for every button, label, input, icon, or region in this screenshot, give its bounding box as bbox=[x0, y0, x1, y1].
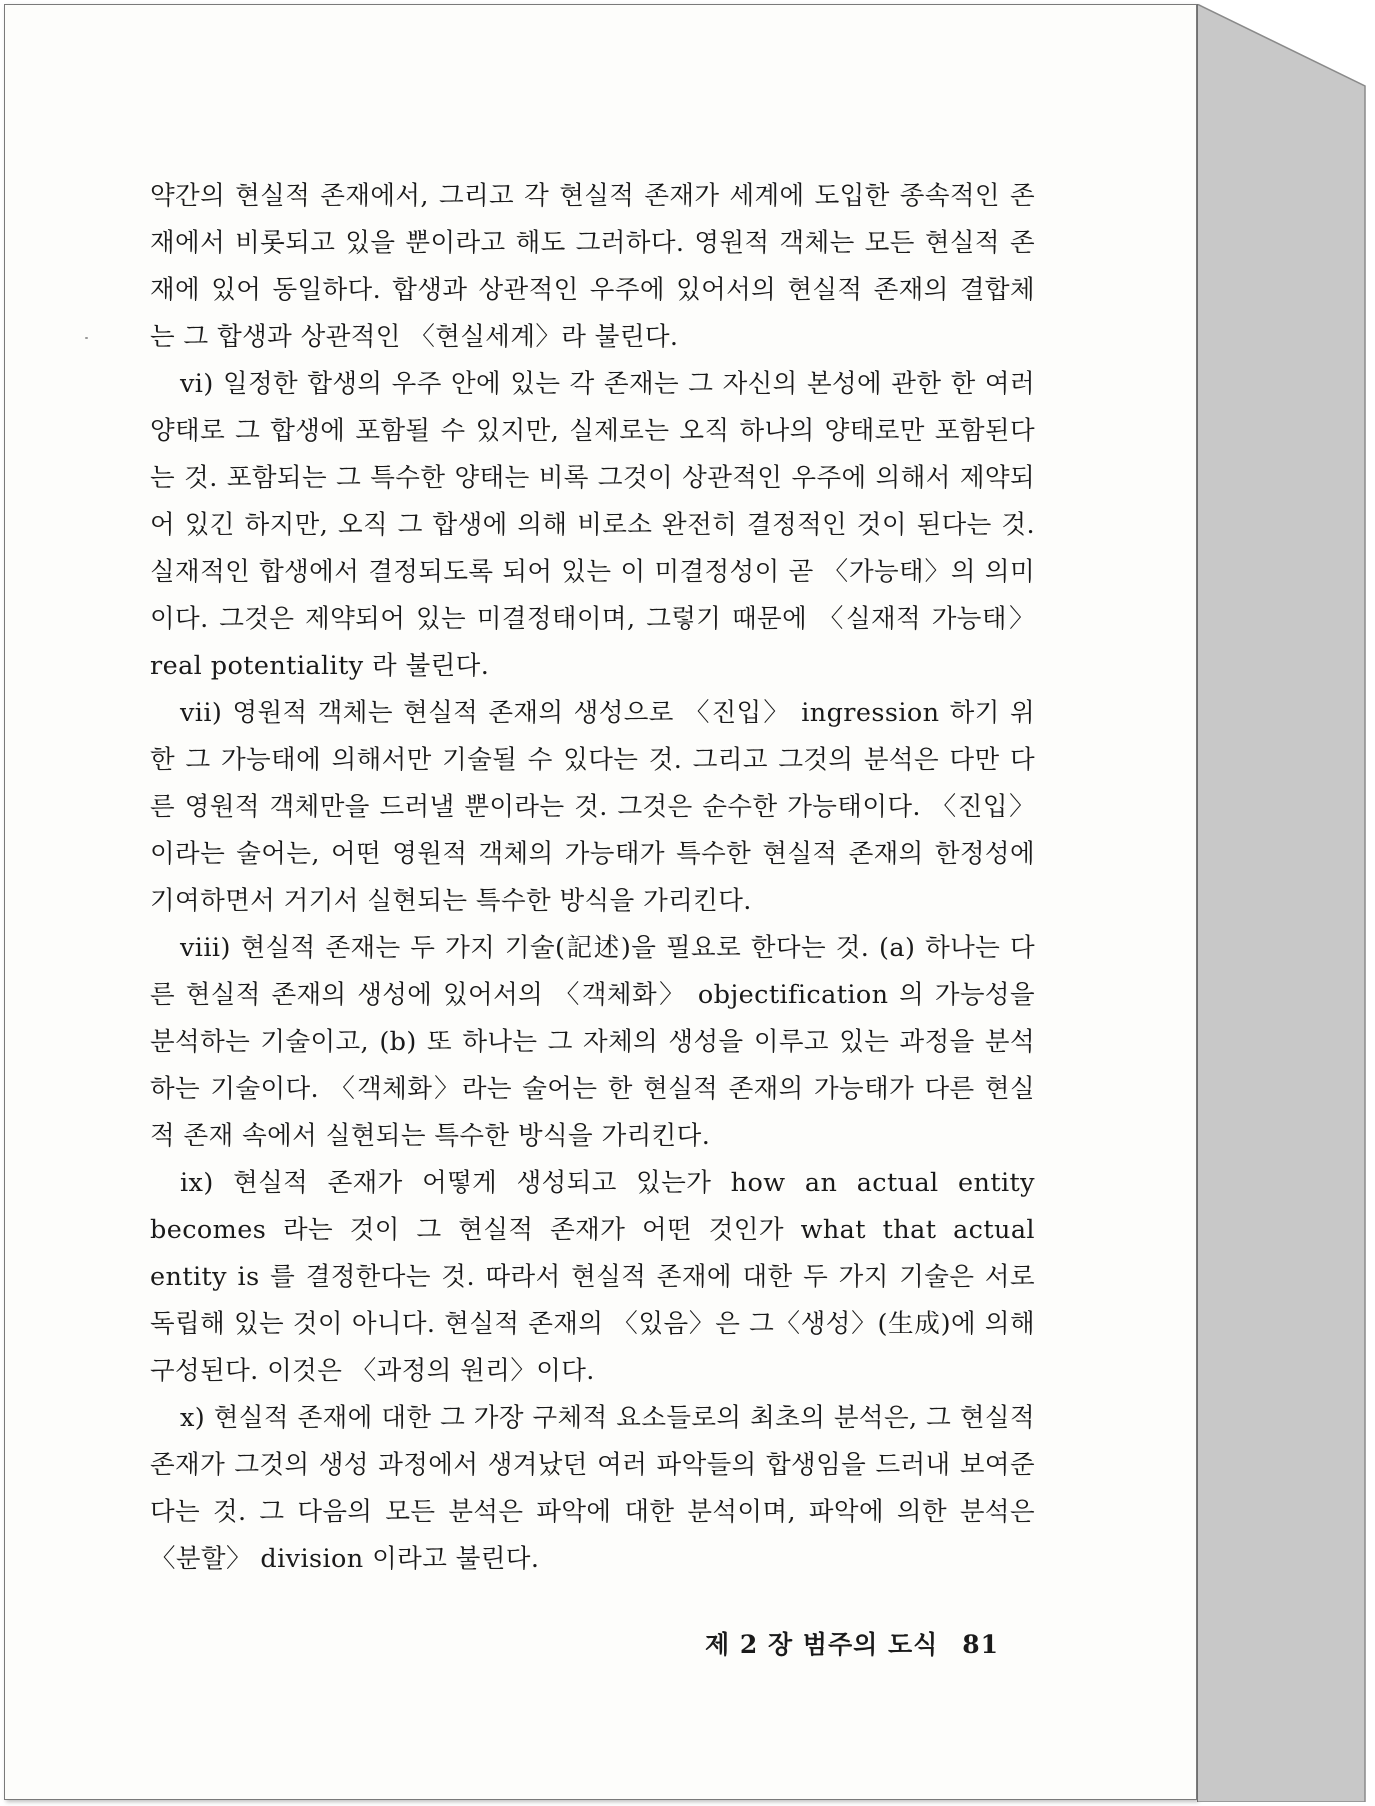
paragraph-vii: vii) 영원적 객체는 현실적 존재의 생성으로 〈진입〉 ingression 하기 위한 그 가능태에 의해서만 기술될 수 있다는 것. 그리고 그것의 분석은 다만 다른 영원적 객체만을 드러낼 뿐이라는 것. 그것은 순수한 가능태이다. 〈진입〉이라는 술어는, 어떤 영원적 객체의 가능태가 특수한 현실적 존재의 한정성에 기여하면서 거기서 실현되는 특수한 방식을 가리킨다. bbox=[150, 698, 1035, 916]
page-number: 81 bbox=[962, 1630, 1000, 1659]
paragraph-viii: viii) 현실적 존재는 두 가지 기술(記述)을 필요로 한다는 것. (a) 하나는 다른 현실적 존재의 생성에 있어서의 〈객체화〉 objectification 의 가능성을 분석하는 기술이고, (b) 또 하나는 그 자체의 생성을 이루고 있는 과정을 분석하는 기술이다. 〈객체화〉라는 술어는 한 현실적 존재의 가능태가 다른 현실적 존재 속에서 실현되는 특수한 방식을 가리킨다. bbox=[150, 933, 1035, 1151]
book-page-edge bbox=[1197, 4, 1369, 1802]
paragraph-vi: vi) 일정한 합생의 우주 안에 있는 각 존재는 그 자신의 본성에 관한 한 여러 양태로 그 합생에 포함될 수 있지만, 실제로는 오직 하나의 양태로만 포함된다는 것. 포함되는 그 특수한 양태는 비록 그것이 상관적인 우주에 의해서 제약되어 있긴 하지만, 오직 그 합생에 의해 비로소 완전히 결정적인 것이 된다는 것. 실재적인 합생에서 결정되도록 되어 있는 이 미결정성이 곧 〈가능태〉의 의미이다. 그것은 제약되어 있는 미결정태이며, 그렇기 때문에 〈실재적 가능태〉 real potentiality 라 불린다. bbox=[150, 369, 1035, 681]
page-footer bbox=[705, 1625, 1005, 1661]
paragraph-x: x) 현실적 존재에 대한 그 가장 구체적 요소들로의 최초의 분석은, 그 현실적 존재가 그것의 생성 과정에서 생겨났던 여러 파악들의 합생임을 드러내 보여준다는 것. 그 다음의 모든 분석은 파악에 대한 분석이며, 파악에 의한 분석은 〈분할〉 division 이라고 불린다. bbox=[150, 1403, 1035, 1574]
paragraph-continuation: 약간의 현실적 존재에서, 그리고 각 현실적 존재가 세계에 도입한 종속적인 존재에서 비롯되고 있을 뿐이라고 해도 그러하다. 영원적 객체는 모든 현실적 존재에 있어 동일하다. 합생과 상관적인 우주에 있어서의 현실적 존재의 결합체는 그 합생과 상관적인 〈현실세계〉라 불린다. bbox=[150, 181, 1035, 352]
body-text bbox=[150, 173, 1035, 1583]
book-page bbox=[4, 4, 1197, 1800]
chapter-title: 제 2 장 범주의 도식 bbox=[705, 1630, 939, 1659]
paragraph-ix: ix) 현실적 존재가 어떻게 생성되고 있는가 how an actual entity becomes 라는 것이 그 현실적 존재가 어떤 것인가 what that actual entity is 를 결정한다는 것. 따라서 현실적 존재에 대한 두 가지 기술은 서로 독립해 있는 것이 아니다. 현실적 존재의 〈있음〉은 그〈생성〉(生成)에 의해 구성된다. 이것은 〈과정의 원리〉이다. bbox=[150, 1168, 1035, 1386]
paper-speck bbox=[85, 337, 88, 339]
